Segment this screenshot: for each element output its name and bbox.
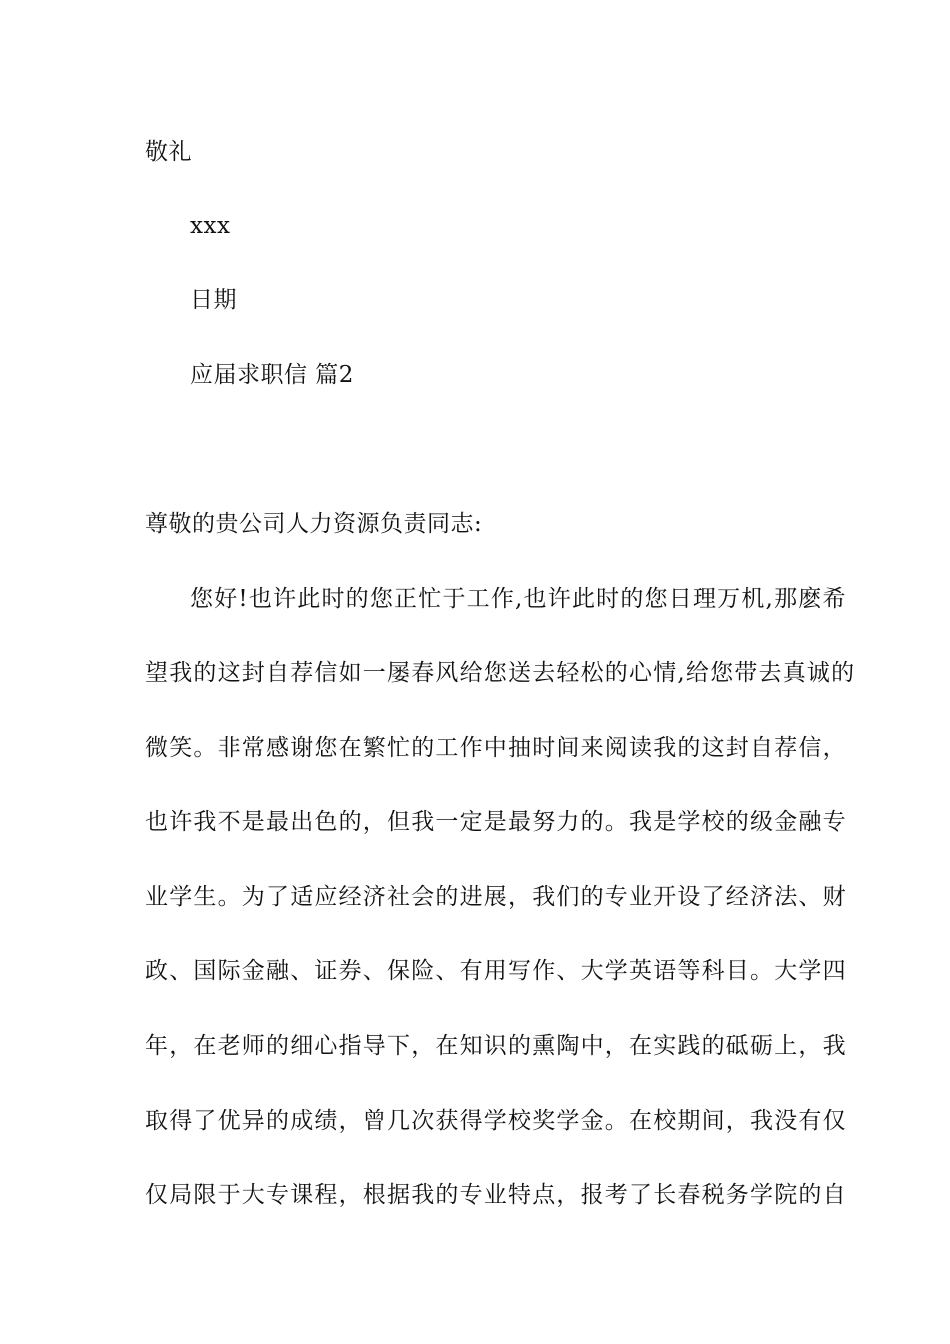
closing-salutation: 敬礼 xyxy=(145,139,192,165)
paragraph-line: 微笑。非常感谢您在繁忙的工作中抽时间来阅读我的这封自荐信， xyxy=(145,735,847,761)
paragraph-line: 也许我不是最出色的，但我一定是最努力的。我是学校的级金融专 xyxy=(145,809,847,835)
paragraph-line: 您好!也许此时的您正忙于工作,也许此时的您日理万机,那麽希 xyxy=(190,586,847,612)
signature-name: xxx xyxy=(190,213,231,239)
paragraph-line: 望我的这封自荐信如一屡春风给您送去轻松的心情,给您带去真诚的 xyxy=(145,660,856,686)
letter-greeting: 尊敬的贵公司人力资源负责同志: xyxy=(145,511,483,537)
paragraph-line: 政、国际金融、证券、保险、有用写作、大学英语等科目。大学四 xyxy=(145,958,847,984)
date-label: 日期 xyxy=(190,287,237,313)
paragraph-line: 仅局限于大专课程，根据我的专业特点，报考了长春税务学院的自 xyxy=(145,1182,847,1208)
section-heading: 应届求职信 篇2 xyxy=(190,362,354,388)
paragraph-line: 年，在老师的细心指导下，在知识的熏陶中，在实践的砥砺上，我 xyxy=(145,1033,847,1059)
paragraph-line: 取得了优异的成绩，曾几次获得学校奖学金。在校期间，我没有仅 xyxy=(145,1108,847,1134)
paragraph-line: 业学生。为了适应经济社会的进展，我们的专业开设了经济法、财 xyxy=(145,884,847,910)
